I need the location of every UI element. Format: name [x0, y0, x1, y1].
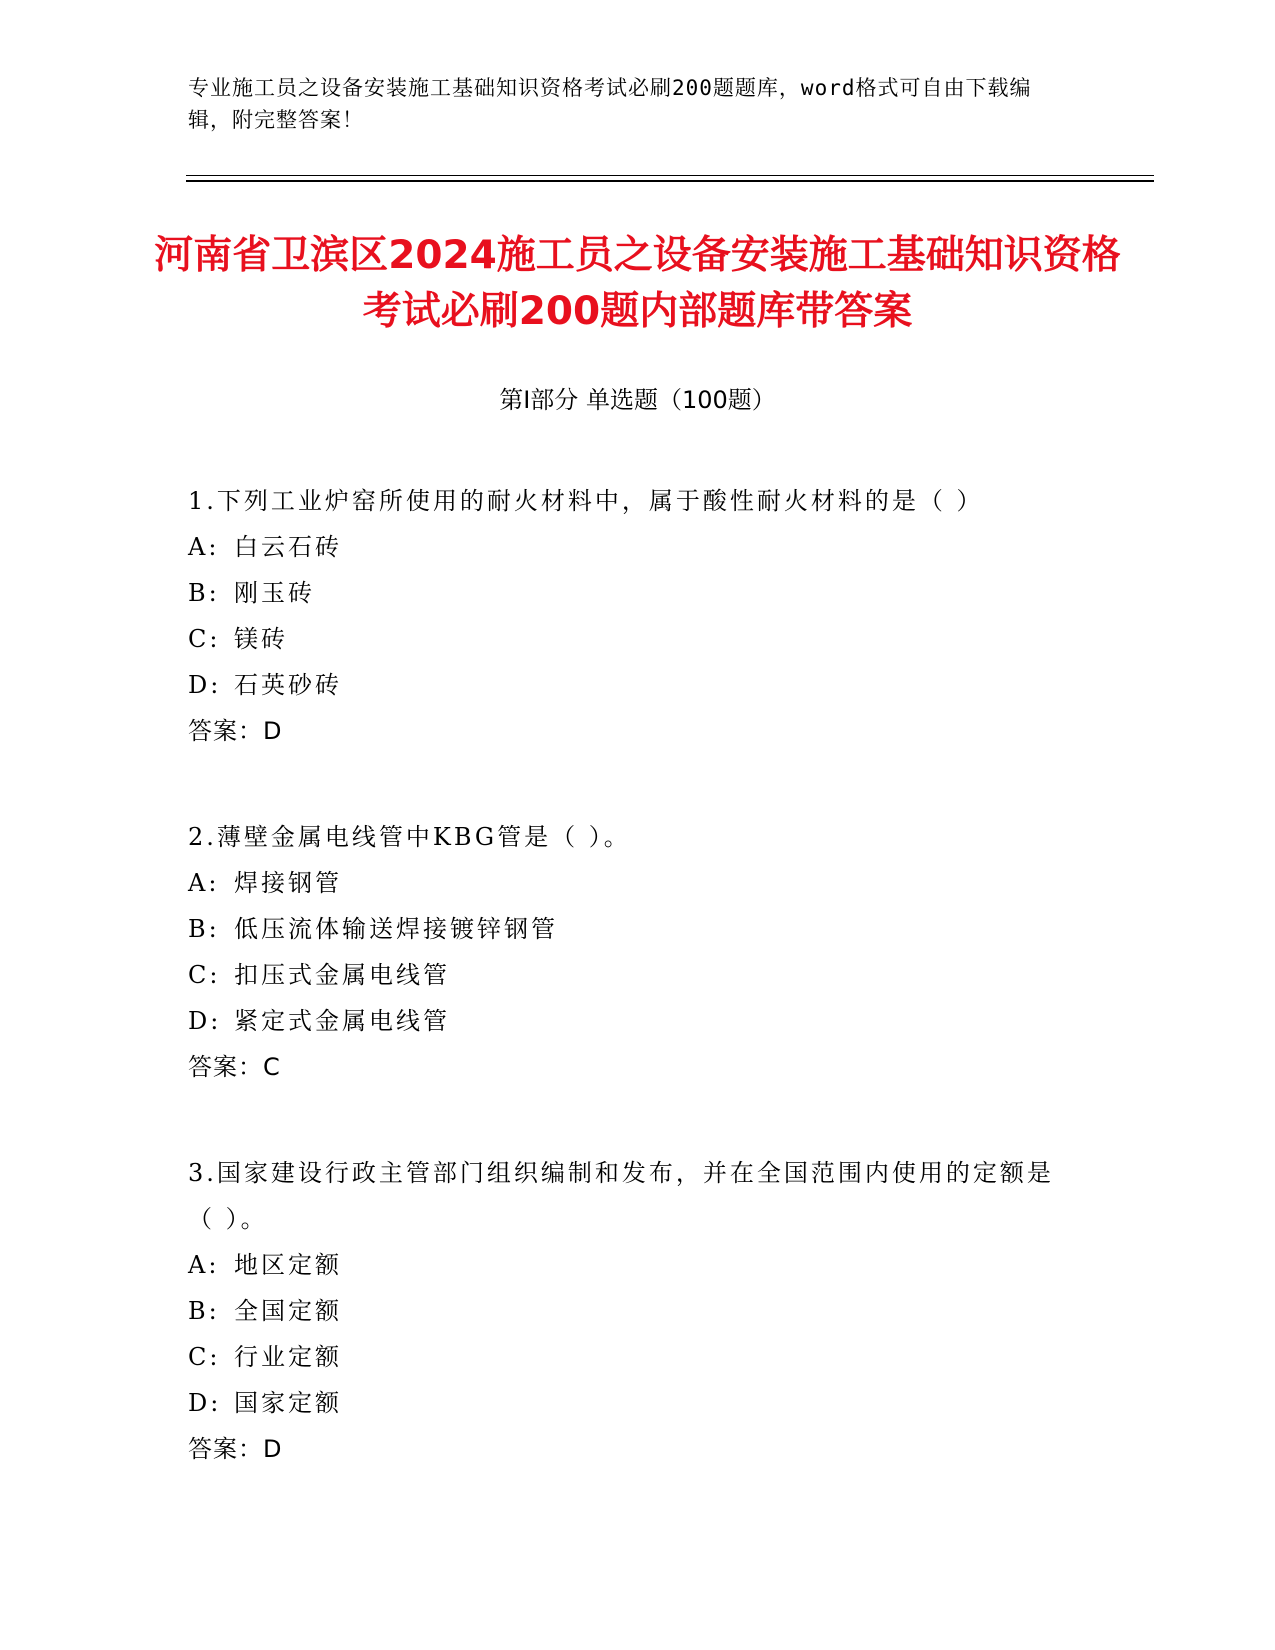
option-letter: B:	[188, 915, 220, 943]
option-a	[188, 1242, 1068, 1288]
option-text: 全国定额	[234, 1297, 342, 1325]
question-3	[188, 1150, 1068, 1472]
header-note: 专业施工员之设备安装施工基础知识资格考试必刷200题题库，word格式可自由下载编辑，附完整答案！	[188, 76, 1032, 132]
question-stem: 1.下列工业炉窑所使用的耐火材料中，属于酸性耐火材料的是（ ）	[188, 487, 984, 515]
section-title: 第Ⅰ部分 单选题（100题）	[499, 386, 776, 414]
option-letter: B:	[188, 579, 220, 607]
option-letter: A:	[188, 869, 220, 897]
option-d	[188, 662, 1068, 708]
answer-line: 答案：C	[188, 1053, 281, 1081]
question-stem: 3.国家建设行政主管部门组织编制和发布，并在全国范围内使用的定额是（ ）。	[188, 1159, 1054, 1233]
option-b	[188, 906, 1068, 952]
option-text: 低压流体输送焊接镀锌钢管	[234, 915, 558, 943]
option-text: 扣压式金属电线管	[234, 961, 450, 989]
header-rule-thin	[186, 175, 1154, 176]
option-text: 镁砖	[234, 625, 288, 653]
option-letter: C:	[188, 961, 221, 989]
document-title: 河南省卫滨区2024施工员之设备安装施工基础知识资格考试必刷200题内部题库带答案	[154, 233, 1121, 334]
option-c	[188, 952, 1068, 998]
option-text: 行业定额	[234, 1343, 342, 1371]
header-rule-thick	[186, 180, 1154, 182]
option-c	[188, 1334, 1068, 1380]
answer-line: 答案：D	[188, 1435, 283, 1463]
option-letter: C:	[188, 625, 221, 653]
option-letter: D:	[188, 671, 222, 699]
option-a	[188, 524, 1068, 570]
option-letter: B:	[188, 1297, 220, 1325]
option-text: 地区定额	[234, 1251, 342, 1279]
answer-line: 答案：D	[188, 717, 283, 745]
option-text: 刚玉砖	[234, 579, 315, 607]
option-letter: A:	[188, 533, 220, 561]
question-stem: 2.薄壁金属电线管中KBG管是（ ）。	[188, 823, 631, 851]
question-1	[188, 478, 1068, 754]
option-text: 白云石砖	[234, 533, 342, 561]
option-b	[188, 1288, 1068, 1334]
option-b	[188, 570, 1068, 616]
option-text: 焊接钢管	[234, 869, 342, 897]
option-letter: C:	[188, 1343, 221, 1371]
question-2	[188, 814, 1068, 1090]
option-text: 石英砂砖	[234, 671, 342, 699]
option-letter: D:	[188, 1007, 222, 1035]
option-letter: A:	[188, 1251, 220, 1279]
option-d	[188, 1380, 1068, 1426]
option-a	[188, 860, 1068, 906]
option-text: 紧定式金属电线管	[234, 1007, 450, 1035]
question-list	[188, 478, 1068, 1532]
option-letter: D:	[188, 1389, 222, 1417]
option-c	[188, 616, 1068, 662]
option-d	[188, 998, 1068, 1044]
option-text: 国家定额	[234, 1389, 342, 1417]
